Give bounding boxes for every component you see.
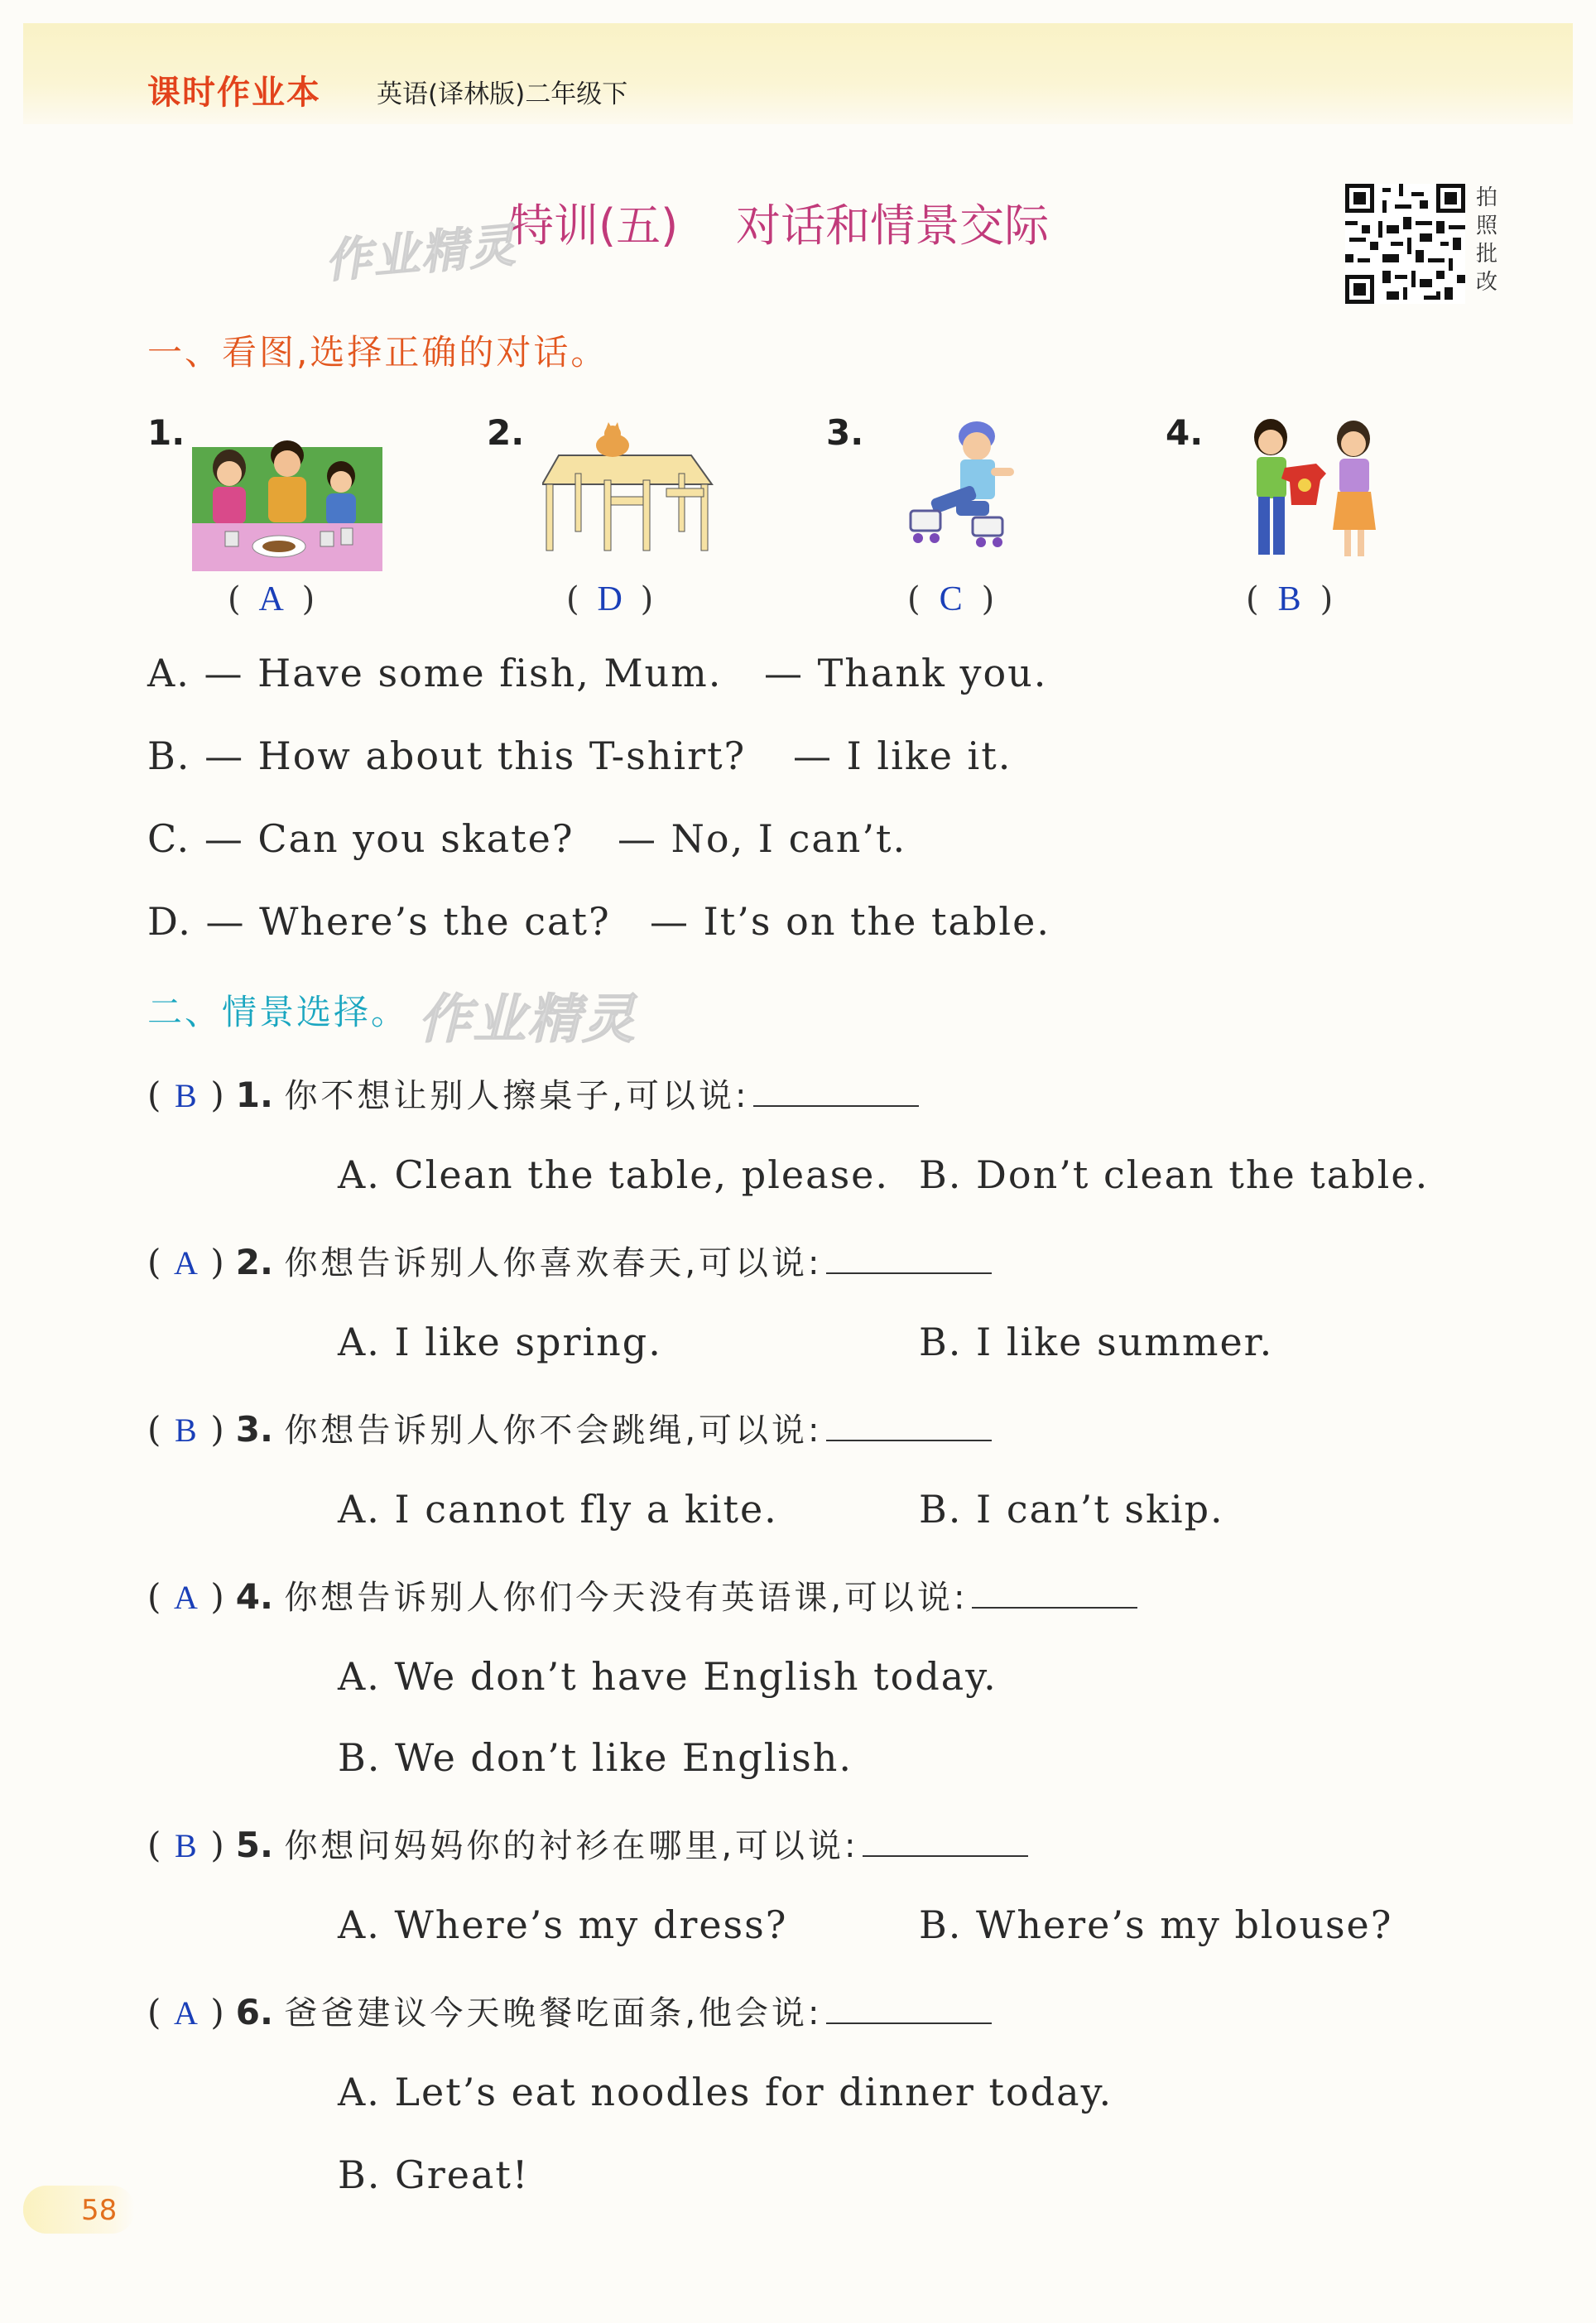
option-b: B. I can’t skip. [919,1487,1224,1532]
answer-text[interactable]: A [173,1244,198,1282]
picture-number: 3. [826,412,864,453]
question-6: ( A ) 6. 爸爸建议今天晚餐吃面条,他会说: [147,1987,992,2034]
page-title [509,190,1049,254]
question-1: ( B ) 1. 你不想让别人擦桌子,可以说: [147,1070,919,1117]
question-4: ( A ) 4. 你想告诉别人你们今天没有英语课,可以说: [147,1571,1137,1618]
answer-blank[interactable] [826,1994,992,2024]
dialog-option-b [147,733,1012,778]
answer-blank[interactable] [863,1827,1028,1857]
cat-on-table-illustration [542,422,716,555]
dialog-letter: A. [147,651,190,695]
qr-code-icon[interactable] [1345,184,1465,304]
question-2: ( A ) 2. 你想告诉别人你喜欢春天,可以说: [147,1237,992,1284]
answer-text[interactable]: A [258,580,284,618]
dialog-letter: B. [147,733,191,778]
qr-label-char: 拍 [1475,185,1497,210]
dialog-line-1: — Where’s the cat? [205,899,611,944]
option-b: B. Don’t clean the table. [919,1152,1430,1197]
question-number: 1. [235,1075,273,1115]
dialog-line-2: — I like it. [793,733,1012,778]
answer-text[interactable]: A [173,1994,198,2032]
answer-text[interactable]: B [175,1412,197,1449]
picture-answer-4: ( B ) [1246,580,1334,618]
answer-text[interactable]: D [597,580,623,618]
option-b: B. Where’s my blouse? [919,1902,1393,1947]
girls-tshirt-illustration [1233,414,1391,563]
picture-answer-2: ( D ) [566,580,654,618]
subject-label: 英语(译林版)二年级下 [377,79,628,109]
brand-title: 课时作业本 [147,74,321,112]
dialog-option-c [147,816,907,861]
question-5: ( B ) 5. 你想问妈妈你的衬衫在哪里,可以说: [147,1820,1028,1867]
page-number-badge [23,2186,135,2234]
answer-blank[interactable] [753,1077,919,1107]
child-skating-illustration [906,418,1022,555]
question-text: 你不想让别人擦桌子,可以说: [284,1077,750,1115]
dialog-option-a [147,651,1048,695]
page-title-part-b: 对话和情景交际 [736,200,1050,252]
picture-answer-1: ( A ) [228,580,315,618]
answer-text[interactable]: B [175,1077,197,1114]
dialog-line-2: — It’s on the table. [650,899,1050,944]
question-text: 你想告诉别人你喜欢春天,可以说: [284,1244,823,1282]
answer-text[interactable]: B [175,1827,197,1864]
dialog-letter: D. [147,899,192,944]
option-a: A. I cannot fly a kite. [338,1487,778,1532]
qr-label-char: 改 [1475,270,1497,295]
picture-number: 2. [487,412,525,453]
question-text: 你想告诉别人你们今天没有英语课,可以说: [284,1579,969,1617]
option-a: A. Where’s my dress? [338,1902,788,1947]
question-3: ( B ) 3. 你想告诉别人你不会跳绳,可以说: [147,1404,992,1451]
dialog-option-d [147,899,1050,944]
dialog-letter: C. [147,816,191,861]
answer-text[interactable]: C [939,580,963,618]
qr-label [1473,184,1500,296]
question-number: 4. [235,1576,273,1617]
question-number: 2. [235,1242,273,1282]
question-number: 6. [235,1992,273,2032]
qr-label-char: 批 [1475,242,1497,267]
qr-label-char: 照 [1475,214,1497,238]
picture-number: 4. [1166,412,1204,453]
question-text: 你想告诉别人你不会跳绳,可以说: [284,1412,823,1450]
page-title-part-a: 特训(五) [509,200,679,252]
picture-answer-3: ( C ) [907,580,995,618]
option-a: A. I like spring. [338,1320,662,1364]
watermark-2: 作业精灵 [418,989,637,1051]
answer-text[interactable]: A [173,1579,198,1616]
option-b: B. Great! [338,2152,530,2197]
option-a: A. Let’s eat noodles for dinner today. [338,2070,1113,2114]
dialog-line-1: — How about this T-shirt? [204,733,747,778]
option-b: B. We don’t like English. [338,1735,853,1780]
answer-text[interactable]: B [1277,580,1301,618]
option-a: A. Clean the table, please. [338,1152,890,1197]
dialog-line-1: — Have some fish, Mum. [204,651,723,695]
picture-number: 1. [147,412,185,453]
question-text: 爸爸建议今天晚餐吃面条,他会说: [284,1994,823,2032]
dialog-line-2: — No, I can’t. [618,816,907,861]
option-b: B. I like summer. [919,1320,1274,1364]
option-a: A. We don’t have English today. [338,1654,997,1699]
question-text: 你想问妈妈你的衬衫在哪里,可以说: [284,1827,859,1865]
answer-blank[interactable] [826,1244,992,1274]
section-2-title: 二、情景选择。 [147,992,409,1032]
dialog-line-1: — Can you skate? [204,816,574,861]
section-1-title: 一、看图,选择正确的对话。 [147,332,608,373]
question-number: 5. [235,1825,273,1865]
question-number: 3. [235,1409,273,1450]
answer-blank[interactable] [826,1412,992,1441]
answer-blank[interactable] [972,1579,1137,1609]
watermark-1: 作业精灵 [323,218,519,289]
page-number: 58 [81,2194,118,2227]
family-dinner-illustration [192,430,382,571]
dialog-line-2: — Thank you. [764,651,1048,695]
